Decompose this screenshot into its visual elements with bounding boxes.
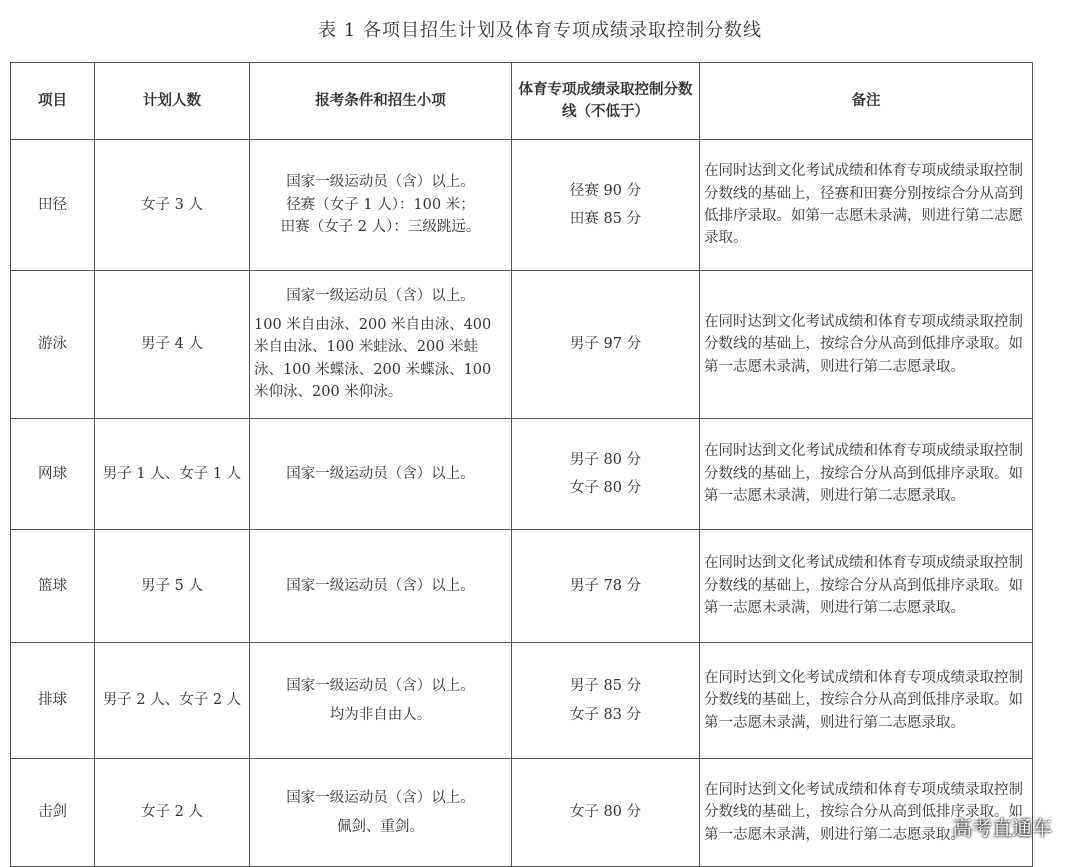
cell-score [512,419,700,530]
score-line: 男子 78 分 [569,577,642,594]
condition-line: 佩剑、重剑。 [337,818,424,835]
condition-line: 田赛（女子 2 人）：三级跳远。 [280,219,481,236]
table-row [11,759,1033,867]
cell-notes: 在同时达到文化考试成绩和体育专项成绩录取控制分数线的基础上，按综合分从高到低排序录取。如第一志愿未录满，则进行第二志愿录取。 [700,530,1033,643]
cell-plan: 男子 1 人、女子 1 人 [95,419,250,530]
table-row [11,140,1033,271]
cell-score [512,643,700,759]
admission-table [10,62,1033,867]
cell-score [512,271,700,419]
table-title: 表 1 各项目招生计划及体育专项成绩录取控制分数线 [318,20,762,41]
cell-plan: 女子 2 人 [95,759,250,867]
table-row [11,643,1033,759]
table-row [11,419,1033,530]
condition-line: 国家一级运动员（含）以上。 [286,577,475,594]
cell-plan: 女子 3 人 [95,140,250,271]
condition-line: 径赛（女子 1 人）：100 米； [286,196,475,213]
cell-project: 击剑 [11,759,95,867]
table-header-row [11,63,1033,140]
cell-notes: 在同时达到文化考试成绩和体育专项成绩录取控制分数线的基础上，按综合分从高到低排序录取。如第一志愿未录满，则进行第二志愿录取。 [700,271,1033,419]
cell-conditions [250,419,512,530]
header-plan: 计划人数 [95,63,250,140]
cell-conditions [250,643,512,759]
cell-conditions [250,759,512,867]
header-notes: 备注 [700,63,1033,140]
condition-line: 国家一级运动员（含）以上。 [286,790,475,807]
condition-line: 国家一级运动员（含）以上。 [286,174,475,191]
cell-score [512,140,700,271]
condition-line: 国家一级运动员（含）以上。 [286,465,475,482]
header-conditions: 报考条件和招生小项 [250,63,512,140]
table-row [11,530,1033,643]
watermark-text: 高考直通车 [952,816,1052,840]
condition-line: 国家一级运动员（含）以上。 [286,288,475,305]
cell-notes: 在同时达到文化考试成绩和体育专项成绩录取控制分数线的基础上，按综合分从高到低排序录取。如第一志愿未录满，则进行第二志愿录取。 [700,759,1033,867]
condition-line: 100 米自由泳、200 米自由泳、400 米自由泳、100 米蛙泳、200 米蛙泳、100 米蝶泳、200 米蝶泳、100 米仰泳、200 米仰泳。 [254,316,492,401]
cell-notes: 在同时达到文化考试成绩和体育专项成绩录取控制分数线的基础上，按综合分从高到低排序录取。如第一志愿未录满，则进行第二志愿录取。 [700,643,1033,759]
score-line: 径赛 90 分 [569,182,642,199]
condition-line: 国家一级运动员（含）以上。 [286,678,475,695]
cell-conditions [250,530,512,643]
cell-project: 游泳 [11,271,95,419]
score-line: 女子 83 分 [569,706,642,723]
header-score: 体育专项成绩录取控制分数线（不低于） [512,63,700,140]
cell-notes: 在同时达到文化考试成绩和体育专项成绩录取控制分数线的基础上，径赛和田赛分别按综合分从高到低排序录取。如第一志愿未录满，则进行第二志愿录取。 [700,140,1033,271]
cell-plan: 男子 5 人 [95,530,250,643]
cell-project: 网球 [11,419,95,530]
score-line: 女子 80 分 [569,480,642,496]
cell-project: 排球 [11,643,95,759]
score-line: 男子 85 分 [569,678,642,695]
cell-score [512,759,700,867]
score-line: 田赛 85 分 [569,211,642,227]
cell-conditions [250,271,512,419]
cell-notes: 在同时达到文化考试成绩和体育专项成绩录取控制分数线的基础上，按综合分从高到低排序录取。如第一志愿未录满，则进行第二志愿录取。 [700,419,1033,530]
header-project: 项目 [11,63,95,140]
cell-project: 田径 [11,140,95,271]
cell-plan: 男子 2 人、女子 2 人 [95,643,250,759]
cell-score [512,530,700,643]
score-line: 女子 80 分 [569,804,642,821]
cell-plan: 男子 4 人 [95,271,250,419]
cell-conditions [250,140,512,271]
score-line: 男子 97 分 [569,336,642,353]
table-row [11,271,1033,419]
cell-project: 篮球 [11,530,95,643]
condition-line: 均为非自由人。 [329,706,432,723]
score-line: 男子 80 分 [569,451,642,468]
